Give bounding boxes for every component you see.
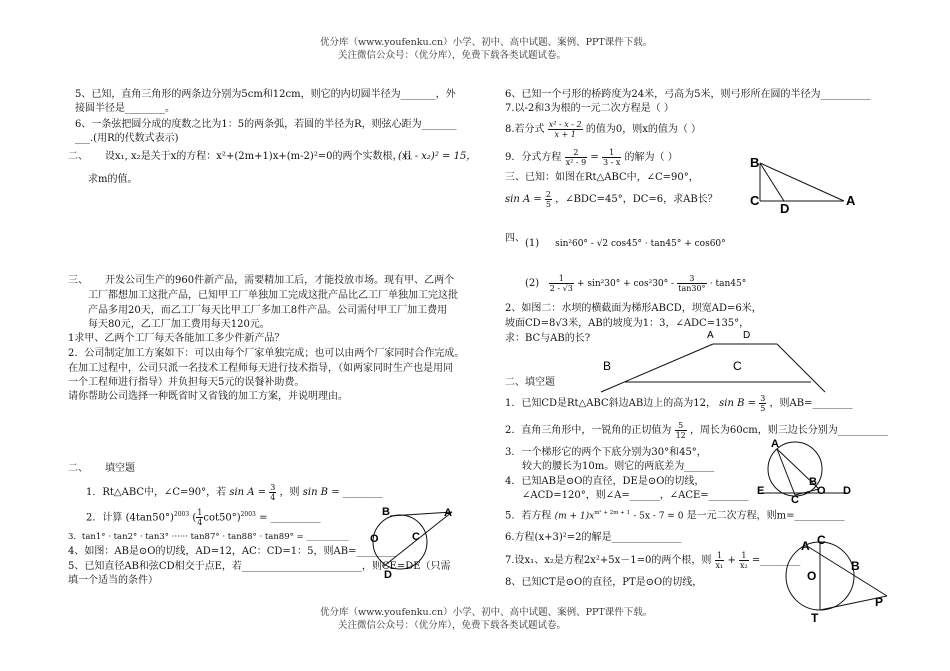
blank-q2: 2．计算 $(4\tan 50^\circ)^{2003}$ ( $\frac{1}{4}$ cot50°)$^{2003}$ = __________ bbox=[86, 508, 321, 528]
r-section4-q2: (2) $\frac{1}{2 - √3}$ + sin²30° + cos²30° - $\frac{3}{\tan 30^\circ}$ · tan45° bbox=[525, 274, 747, 293]
label-b: B bbox=[382, 506, 390, 518]
r-q7: 7.以-2和3为根的一元二次方程是（ ） bbox=[505, 103, 674, 114]
r-fill-q4-line1: 4．已知AB是⊙O的直径，DE是⊙O的切线， bbox=[505, 476, 705, 487]
section-3-label: 三、 bbox=[68, 275, 88, 286]
dam-label-c: C bbox=[733, 359, 742, 373]
c3-label-a: A bbox=[801, 539, 810, 553]
c3-label-p: P bbox=[875, 595, 884, 609]
r-q8: 8.若分式 $\frac{\text{x² - x - 2}}{x + 1}$ 的值为0，则x的值为（ ） bbox=[505, 120, 702, 139]
tri-label-b: B bbox=[750, 155, 760, 170]
circle-tangent-figure bbox=[360, 500, 480, 580]
label-o: O bbox=[370, 533, 379, 545]
r-fill-q3-line2: 较大的腰长为10m。则它的两底差为______ bbox=[522, 461, 715, 472]
r-fill-q6: 6.方程(x+3)²=2的解是______________ bbox=[505, 532, 682, 543]
footer-line-1: 优分库（www.youfenku.cn）小学、初中、高中试题、案例、PPT课件下载。 bbox=[320, 607, 653, 618]
tri-label-c: C bbox=[750, 193, 760, 208]
chord-ac bbox=[777, 449, 795, 495]
r-fill-q8: 8、已知CT是⊙O的直径，PT是⊙O的切线， bbox=[505, 577, 703, 588]
r-fill-q7: 7.设x₁、x₂是方程2x²+5x－1=0的两个根，则 $\frac{1}{\text{x₁}}$ + $\frac{1}{\text{x₂}}$ =________ bbox=[505, 551, 801, 570]
tangent-line bbox=[390, 512, 452, 516]
tri-label-d: D bbox=[780, 201, 790, 216]
r-q6: 6、已知一个弓形的桥跨度为24米，弓高为5米，则弓形所在圆的半径为__________ bbox=[505, 89, 871, 100]
q5-line2: 接圆半径是________。 bbox=[75, 103, 175, 114]
c3-label-c: C bbox=[817, 533, 826, 547]
label-d: D bbox=[384, 569, 392, 581]
side-ab bbox=[760, 163, 844, 201]
dam-figure bbox=[595, 330, 835, 400]
c3-label-o: O bbox=[807, 569, 817, 583]
section-3-line3: 产品多用20天，而乙工厂每天比甲工厂多加工8件产品。公司需付甲工厂加工费用 bbox=[88, 305, 448, 316]
r-q2-line1: 2、如图二：水坝的横截面为梯形ABCD，坝宽AD=6米， bbox=[505, 303, 762, 314]
q6-line2: ___.(用R的代数式表示) bbox=[75, 133, 179, 144]
blank-q1: 1．Rt△ABC中，∠C=90°，若 sin A = $\frac{3}{4}$ ，则 sin B = ________ bbox=[86, 483, 383, 502]
tri-label-a: A bbox=[846, 193, 856, 208]
secant-ap bbox=[807, 546, 887, 596]
section-3-line1: 开发公司生产的960件新产品，需要精加工后，才能投放市场。现有甲、乙两个 bbox=[105, 275, 455, 286]
blank-q5-line2: 填一个适当的条件） bbox=[68, 575, 158, 586]
header-line-2: 关注微信公众号：（优分库），免费下载各类试题试卷。 bbox=[338, 50, 567, 61]
section-3-line4: 每天80元，乙工厂加工费用每天120元。 bbox=[88, 319, 270, 330]
fill-section-title: 填空题 bbox=[105, 463, 135, 474]
blank-q5-line1: 5、已知直径AB和弦CD相交于点E，若________________________，则CE=DE（只需 bbox=[68, 561, 451, 572]
q6-line1: 6、一条弦把圆分成的度数之比为1：5的两条弧，若圆的半径为R，则弦心距为_______ bbox=[75, 119, 457, 130]
section-3-line6: 2．公司制定加工方案如下：可以由每个厂家单独完成；也可以由两个厂家同时合作完成。 bbox=[68, 348, 465, 359]
r-fill-q4-line2: ∠ACD=120°，则∠A=______，∠ACE=________ bbox=[522, 490, 749, 501]
section-2-line2: 求m的值。 bbox=[88, 174, 138, 185]
c2-label-d: D bbox=[843, 485, 851, 497]
r-q9: 9．分式方程 $\frac{2}{\text{x² - 9}}$ = $\frac{1}{3 - x}$ 的解为（ ） bbox=[505, 148, 678, 167]
section-2-label: 二、 bbox=[68, 151, 88, 162]
right-triangle-figure bbox=[750, 155, 870, 215]
r-fill-q1: 1．已知CD是Rt△ABC斜边AB边上的高为12， sin B = $\frac{3}{5}$ ，则AB=________ bbox=[505, 394, 853, 413]
dam-slope-ab bbox=[601, 344, 713, 392]
r-section4-q1: (1) sin²60° - √2 cos45° · tan45° + cos60° bbox=[525, 238, 726, 249]
r-section4-label: 四、 bbox=[505, 233, 525, 244]
blank-q3: 3．tan1° · tan2° · tan3° ······ tan87° · tan88° · tan89° = __________ bbox=[68, 532, 349, 542]
q5-line1: 5、已知，直角三角形的两条边分别为5cm和12cm，则它的内切圆半径为_______，外 bbox=[75, 89, 456, 100]
dam-label-a: A bbox=[707, 330, 714, 341]
section-3-line5: 1求甲、乙两个工厂每天各能加工多少件新产品？ bbox=[68, 333, 285, 344]
circle-tangent-pt-figure bbox=[795, 533, 895, 626]
c2-label-e: E bbox=[757, 485, 765, 497]
blank-q4: 4、如图：AB是⊙O的切线，AD=12，AC：CD=1：5，则AB=________ bbox=[68, 546, 397, 557]
circle-diameter-figure bbox=[757, 437, 857, 507]
r-section3-line1: 三、已知：如图在Rt△ABC中，∠C=90°， bbox=[505, 172, 699, 183]
section-3-line8: 一个工程师进行指导）并负担每天5元的误餐补助费。 bbox=[68, 377, 305, 388]
footer-line-2: 关注微信公众号：（优分库），免费下载各类试题试卷。 bbox=[338, 620, 567, 631]
r-fill-q3-line1: 3．一个梯形它的两个下底分别为30°和45°， bbox=[505, 447, 707, 458]
section-3-line7: 在加工过程中，公司只派一名技术工程师每天进行技术指导，（如两家同时生产也是用同 bbox=[68, 363, 453, 374]
header-line-1: 优分库（www.youfenku.cn）小学、初中、高中试题、案例、PPT课件下载。 bbox=[320, 37, 653, 48]
dam-slope-dc bbox=[777, 344, 825, 392]
r-section3-line2: sin A = $\frac{2}{5}$ ，∠BDC=45°，DC=6，求AB长？ bbox=[505, 190, 718, 209]
dam-label-b: B bbox=[603, 359, 612, 373]
label-a: A bbox=[444, 507, 452, 519]
c2-label-o: O bbox=[817, 485, 826, 497]
r-q2-line3: 求：BC与AB的长? bbox=[505, 333, 591, 344]
dam-label-d: D bbox=[743, 330, 751, 341]
section-3-line9: 请你帮助公司选择一种既省时又省钱的加工方案，并说明理由。 bbox=[68, 391, 348, 402]
section-3-line2: 工厂都想加工这批产品，已知甲工厂单独加工完成这批产品比乙工厂单独加工完这批 bbox=[88, 290, 458, 301]
r-fill-q2: 2．直角三角形中，一锐角的正切值为 $\frac{5}{12}$ ，周长为60cm，则三边长分别为__________ bbox=[505, 421, 888, 440]
c2-label-a: A bbox=[771, 438, 779, 450]
r-fill-q5: 5．若方程 $(m + 1)x^{m^2 + 2m + 1} - 5x - 7 = 0$ 是一元二次方程，则m=__________ bbox=[505, 510, 845, 522]
section-2-expr: (x₁ - x₂)² = 15， bbox=[398, 151, 477, 162]
r-q2-line2: 坡面CD=8√3米，AB的坡度为1：3，∠ADC=135°， bbox=[505, 318, 750, 329]
fill-section-label: 二、 bbox=[68, 463, 88, 474]
c3-label-t: T bbox=[811, 611, 819, 625]
c2-label-b: B bbox=[809, 476, 817, 488]
c3-label-b: B bbox=[851, 559, 860, 573]
c2-label-c: C bbox=[791, 494, 799, 506]
section-2-text: 设x₁, x₂是关于x的方程：x²+(2m+1)x+(m-2)²=0的两个实数根，且 bbox=[105, 151, 413, 162]
r-fill-title: 二、填空题 bbox=[505, 377, 555, 388]
label-c: C bbox=[412, 531, 420, 543]
